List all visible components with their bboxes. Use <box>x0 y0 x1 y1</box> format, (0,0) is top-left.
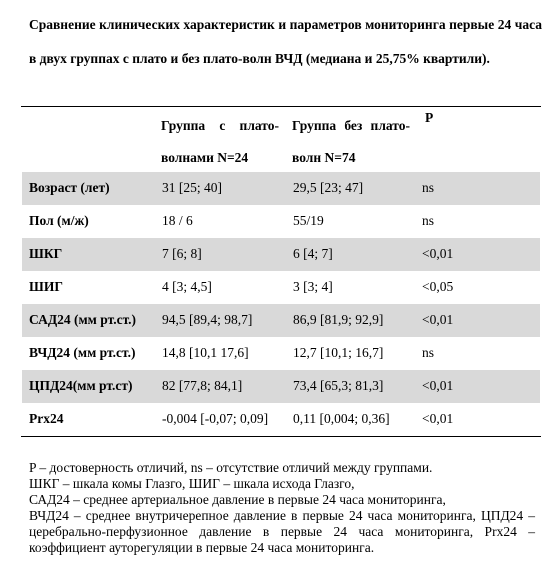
table-caption: Сравнение клинических характеристик и параметров мониторинга первые 24 часа в двух группах с плато и без плато-волн ВЧД (медиана и 25,75% квартили). <box>29 17 542 66</box>
p-value: <0,01 <box>422 378 454 393</box>
no-plateau-group-value: 55/19 <box>293 213 324 228</box>
p-value: <0,01 <box>422 246 454 261</box>
plateau-group-value: 7 [6; 8] <box>162 246 202 261</box>
table-row <box>22 271 540 304</box>
plateau-group-value: 31 [25; 40] <box>162 180 222 195</box>
no-plateau-group-value: 12,7 [10,1; 16,7] <box>293 345 384 360</box>
table-row <box>22 403 540 436</box>
footnote-line: САД24 – среднее артериальное давление в первые 24 часа мониторинга, <box>29 492 446 507</box>
row-label: ШИГ <box>29 279 63 294</box>
table-top-rule <box>21 106 541 107</box>
p-value: ns <box>422 180 435 195</box>
p-value: <0,01 <box>422 411 454 426</box>
table-row <box>22 337 540 370</box>
plateau-group-value: -0,004 [-0,07; 0,09] <box>162 411 269 426</box>
footnote-line: P – достоверность отличий, ns – отсутствие отличий между группами. <box>29 460 433 475</box>
no-plateau-group-value: 73,4 [65,3; 81,3] <box>293 378 384 393</box>
column-header-plateau-group: Группа с плато-волнами N=24 <box>161 118 279 165</box>
row-label: САД24 (мм рт.ст.) <box>29 312 137 327</box>
table-row <box>22 205 540 238</box>
table-footnotes <box>29 460 535 556</box>
p-value: <0,01 <box>422 312 454 327</box>
table-row <box>22 172 540 205</box>
footnote-line: ШКГ – шкала комы Глазго, ШИГ – шкала исхода Глазго, <box>29 476 355 491</box>
row-label: Prx24 <box>29 411 64 426</box>
table-bottom-rule <box>21 436 541 437</box>
plateau-group-value: 4 [3; 4,5] <box>162 279 212 294</box>
row-label: ЦПД24(мм рт.ст) <box>29 378 133 393</box>
table-body <box>22 172 540 436</box>
row-label: ШКГ <box>29 246 63 261</box>
plateau-group-value: 82 [77,8; 84,1] <box>162 378 243 393</box>
table-row <box>22 370 540 403</box>
no-plateau-group-value: 0,11 [0,004; 0,36] <box>293 411 390 426</box>
plateau-group-value: 14,8 [10,1 17,6] <box>162 345 249 360</box>
no-plateau-group-value: 29,5 [23; 47] <box>293 180 364 195</box>
column-header-p: P <box>425 110 434 125</box>
plateau-group-value: 94,5 [89,4; 98,7] <box>162 312 253 327</box>
p-value: <0,05 <box>422 279 454 294</box>
table-row <box>22 304 540 337</box>
p-value: ns <box>422 345 435 360</box>
row-label: Пол (м/ж) <box>29 213 89 228</box>
column-header-no-plateau-group: Группа без плато-волн N=74 <box>292 118 410 165</box>
table-row <box>22 238 540 271</box>
p-value: ns <box>422 213 435 228</box>
no-plateau-group-value: 6 [4; 7] <box>293 246 333 261</box>
footnote-line: ВЧД24 – среднее внутричерепное давление в первые 24 часа мониторинга, ЦПД24 – церебрально-перфузионное давление в первые 24 часа мониторинга, Prx24 – коэффициент ауторегуляции в первые 24 часа мониторинга. <box>29 508 535 555</box>
no-plateau-group-value: 3 [3; 4] <box>293 279 333 294</box>
plateau-group-value: 18 / 6 <box>162 213 193 228</box>
row-label: Возраст (лет) <box>29 180 110 195</box>
row-label: ВЧД24 (мм рт.ст.) <box>29 345 136 360</box>
no-plateau-group-value: 86,9 [81,9; 92,9] <box>293 312 384 327</box>
